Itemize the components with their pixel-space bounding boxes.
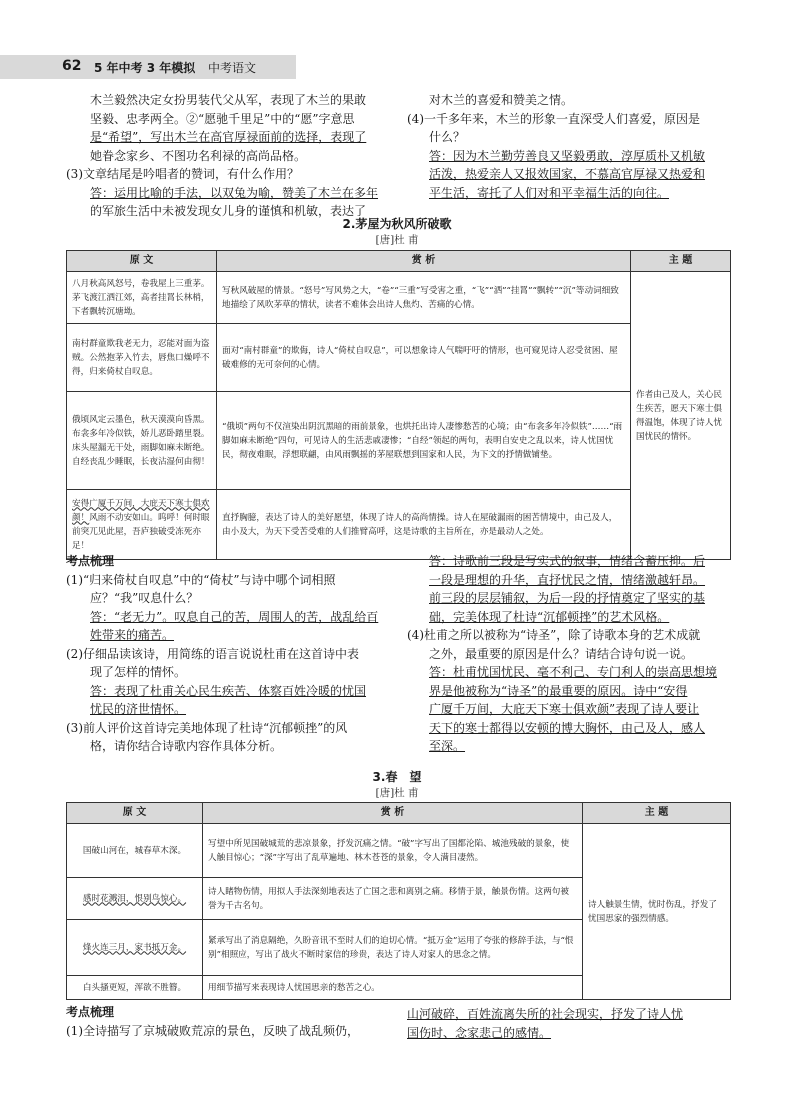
review-3-left <box>66 1003 388 1040</box>
theme-cell: 诗人触景生情，忧时伤乱，抒发了忧国思家的强烈情感。 <box>583 824 731 1000</box>
key-line: 感时花溅泪，恨别鸟惊心。 <box>82 893 187 904</box>
table-row <box>67 272 731 324</box>
question-4: (4)一千多年来，木兰的形象一直深受人们喜爱，原因是 <box>407 111 701 126</box>
theme-cell: 作者由己及人，关心民生疾苦，愿天下寒士俱得温饱，体现了诗人忧国忧民的情怀。 <box>631 272 731 560</box>
answer-line: 活泼，热爱亲人又报效国家，不慕高官厚禄又热爱和 <box>429 167 706 181</box>
col-header-original: 原 文 <box>67 803 203 824</box>
review-heading: 考点梳理 <box>66 554 115 568</box>
text-line: 什么？ <box>429 130 466 144</box>
original-rest: 风雨不动安如山。呜呼！何时眼前突兀见此屋，吾庐独破受冻死亦足！ <box>72 512 210 551</box>
poem-table-2 <box>66 250 731 560</box>
review-3-right <box>407 1005 729 1042</box>
top-right-column <box>407 91 729 202</box>
answer-line: 山河破碎，百姓流离失所的社会现实，抒发了诗人忧 <box>407 1007 684 1021</box>
answer-line: 界是他被称为“诗圣”的最重要的原因。诗中“安得 <box>429 683 688 698</box>
top-left-column <box>66 91 388 221</box>
analysis-cell: 诗人睹物伤情，用拟人手法深刻地表达了亡国之悲和离别之痛。移情于景，触景伤情。这两句被誉为千古名句。 <box>203 878 583 920</box>
text-line: 格，请你结合诗歌内容作具体分析。 <box>90 739 283 753</box>
key-line: 安得广厦千万间，大庇天下寒士俱欢颜！ <box>72 498 210 523</box>
analysis-cell: 写秋风破屋的情景。“怒号”写风势之大，“卷”“三重”写受害之重，“飞”“洒”“挂罥”“飘转”“沉”等动词细致地描绘了风吹茅草的情状，读者不难体会出诗人焦灼、苦痛的心情。 <box>217 272 631 324</box>
answer-line: 答：“老无力”。叹息自己的苦，周围人的苦，战乱给百 <box>90 609 379 624</box>
section-3-title: 3.春 望 <box>372 770 422 784</box>
col-header-analysis: 赏 析 <box>217 251 631 272</box>
text-line: 木兰毅然决定女扮男装代父从军，表现了木兰的果敢 <box>90 93 367 107</box>
answer-line: 答：表现了杜甫关心民生疾苦、体察百姓冷暖的忧国 <box>90 683 367 698</box>
original-cell: 南村群童欺我老无力，忍能对面为盗贼。公然抱茅入竹去，唇焦口燥呼不得，归来倚杖自叹息。 <box>67 324 217 392</box>
text-line: 她眷念家乡、不图功名利禄的高尚品格。 <box>90 148 307 163</box>
answer-line: 一段是理想的升华，直抒忧民之情，情绪激越轩昂。 <box>429 572 706 587</box>
text-line: 应？“我”叹息什么？ <box>90 591 199 605</box>
text-line: 对木兰的喜爱和赞美之情。 <box>429 93 574 107</box>
original-cell <box>67 878 203 920</box>
question-3: (3)前人评价这首诗完美地体现了杜诗“沉郁顿挫”的风 <box>66 720 348 735</box>
col-header-original: 原 文 <box>67 251 217 272</box>
answer-line: 平生活，寄托了人们对和平幸福生活的向往。 <box>429 185 670 200</box>
answer-line: 的军旅生活中未被发现女儿身的谨慎和机敏，表达了 <box>90 204 367 218</box>
text-line: 现了怎样的情怀。 <box>90 665 187 679</box>
poem-table-3 <box>66 802 731 1000</box>
answer-line: 广厦千万间，大庇天下寒士俱欢颜”表现了诗人要让 <box>429 702 700 716</box>
analysis-cell: 紧承写出了消息隔绝，久盼音讯不至时人们的迫切心情。“抵万金”运用了夸张的修辞手法，与“恨别”相照应，写出了战火不断时家信的珍贵，表达了诗人对家人的思念之情。 <box>203 920 583 976</box>
review-heading: 考点梳理 <box>66 1005 115 1019</box>
answer-line: 础，完美体现了杜诗“沉郁顿挫”的艺术风格。 <box>429 609 670 624</box>
book-title: 5 年中考 3 年模拟 <box>94 61 196 75</box>
original-cell <box>67 490 217 560</box>
page-header <box>0 55 794 79</box>
analysis-cell: 面对“南村群童”的欺侮，诗人“倚杖自叹息”，可以想象诗人气喘吁吁的情形，也可窥见诗人忍受贫困、屋破难修的无可奈何的心情。 <box>217 324 631 392</box>
analysis-cell: 写望中所见国破城荒的悲凉景象，抒发沉痛之情。“破”字写出了国都沦陷、城池残破的景象，使人触目惊心；“深”字写出了乱草遍地、林木苍苍的景象，令人满目凄然。 <box>203 824 583 878</box>
original-cell: 俄顷风定云墨色，秋天漠漠向昏黑。布衾多年冷似铁，娇儿恶卧踏里裂。床头屋漏无干处，雨脚如麻未断绝。自经丧乱少睡眠，长夜沾湿何由彻！ <box>67 392 217 490</box>
col-header-theme: 主 题 <box>631 251 731 272</box>
col-header-theme: 主 题 <box>583 803 731 824</box>
question-2: (2)仔细品读该诗，用简练的语言说说杜甫在这首诗中表 <box>66 646 360 661</box>
original-cell: 白头搔更短，浑欲不胜簪。 <box>67 976 203 1000</box>
analysis-cell: 用细节描写来表现诗人忧国思亲的愁苦之心。 <box>203 976 583 1000</box>
section-2-title: 2.茅屋为秋风所破歌 <box>342 217 452 231</box>
answer-line: 答：运用比喻的手法，以双兔为喻，赞美了木兰在多年 <box>90 185 379 200</box>
section-3-author: [唐]杜 甫 <box>375 787 419 799</box>
answer-line: 天下的寒士都得以安顿的博大胸怀，由己及人，感人 <box>429 720 706 735</box>
answer-line: 至深。 <box>429 739 466 753</box>
original-cell <box>67 920 203 976</box>
answer-line: 答：因为木兰勤劳善良又坚毅勇敢，淳厚质朴又机敏 <box>429 148 706 163</box>
question-1: (1)“归来倚杖自叹息”中的“倚杖”与诗中哪个词相照 <box>66 572 336 587</box>
question-1: (1)全诗描写了京城破败荒凉的景色，反映了战乱频仍， <box>66 1023 360 1038</box>
question-3: (3)文章结尾是吟唱者的赞词，有什么作用？ <box>66 167 299 181</box>
text-line: 坚毅、忠孝两全。②“愿驰千里足”中的“愿”字意思 <box>90 111 355 126</box>
section-2-author: [唐]杜 甫 <box>375 234 419 246</box>
review-2-left <box>66 552 388 756</box>
page-number: 62 <box>62 58 82 74</box>
question-4: (4)杜甫之所以被称为“诗圣”，除了诗歌本身的艺术成就 <box>407 628 701 642</box>
text-line: 之外，最重要的原因是什么？请结合诗句说一说。 <box>429 646 694 661</box>
text-line: 是“希望”，写出木兰在高官厚禄面前的选择，表现了 <box>90 130 367 144</box>
key-line: 烽火连三月，家书抵万金。 <box>82 942 187 953</box>
answer-line: 前三段的层层铺叙，为后一段的抒情奠定了坚实的基 <box>429 591 706 605</box>
subject-label: 中考语文 <box>208 61 257 75</box>
original-cell: 国破山河在，城春草木深。 <box>67 824 203 878</box>
answer-line: 答：诗歌前三段是写实式的叙事，情绪含蓄压抑。后 <box>429 554 706 568</box>
answer-line: 答：杜甫忧国忧民、毫不利己、专门利人的崇高思想境 <box>429 665 718 679</box>
col-header-analysis: 赏 析 <box>203 803 583 824</box>
answer-line: 忧民的济世情怀。 <box>90 702 187 716</box>
answer-line: 姓带来的痛苦。 <box>90 628 175 642</box>
analysis-cell: 直抒胸臆，表达了诗人的美好愿望，体现了诗人的高尚情操。诗人在屋破漏雨的困苦情境中，由己及人，由小及大，为天下受苦受难的人们推臂高呼，这是诗歌的主旨所在，亦是最动人之处。 <box>217 490 631 560</box>
answer-line: 国伤时、念家悲己的感情。 <box>407 1025 552 1040</box>
original-cell: 八月秋高风怒号，卷我屋上三重茅。茅飞渡江洒江郊，高者挂罥长林梢，下者飘转沉塘坳。 <box>67 272 217 324</box>
analysis-cell: “俄顷”两句不仅渲染出阴沉黑暗的雨前景象，也烘托出诗人凄惨愁苦的心境；由“布衾多年冷似铁”……“雨脚如麻未断绝”四句，可见诗人的生活悲戚凄惨；“自经”领起的两句，表明自安史之乱以来，诗人忧国忧民，彻夜难眠，浮想联翩，由风雨飘摇的茅屋联想到国家和人民，为下文的抒情做铺垫。 <box>217 392 631 490</box>
table-row <box>67 824 731 878</box>
review-2-right <box>407 552 729 756</box>
